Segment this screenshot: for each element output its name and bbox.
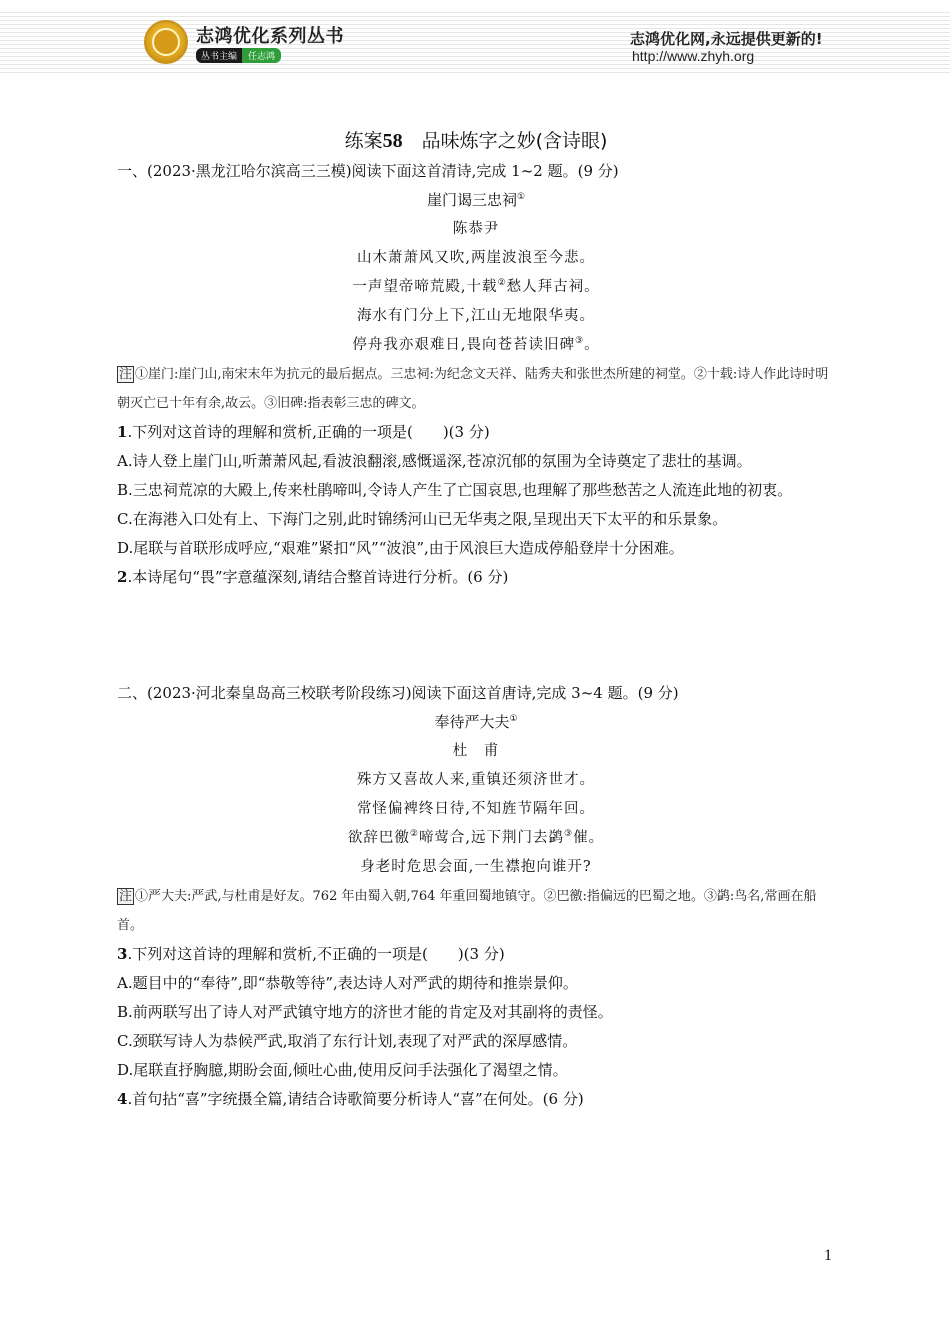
- section2-heading: 二、(2023·河北秦皇岛高三校联考阶段练习)阅读下面这首唐诗,完成 3~4 题。(9 分): [117, 684, 679, 702]
- poem2-line: 身老时危思会面,一生襟抱向谁开?: [360, 859, 592, 875]
- poem2-line: 殊方又喜故人来,重镇还须济世才。: [356, 772, 596, 788]
- page-title: 练案58 品味炼字之妙(含诗眼): [344, 130, 608, 152]
- poem1-line: 一声望帝啼荒殿,十载②愁人拜古祠。: [352, 278, 600, 295]
- q1-option-a: A.诗人登上崖门山,听萧萧风起,看波浪翻滚,感慨遥深,苍凉沉郁的氛围为全诗奠定了悲壮的基调。: [117, 452, 752, 470]
- q3-option-d: D.尾联直抒胸臆,期盼会面,倾吐心曲,使用反问手法强化了渴望之情。: [117, 1061, 568, 1079]
- section1-heading: 一、(2023·黑龙江哈尔滨高三三模)阅读下面这首清诗,完成 1~2 题。(9 分): [117, 162, 619, 180]
- question-2: 2.本诗尾句“畏”字意蕴深刻,请结合整首诗进行分析。(6 分): [117, 568, 509, 586]
- poem1-line: 海水有门分上下,江山无地限华夷。: [356, 308, 596, 324]
- answer-space: [117, 592, 835, 679]
- editor-name: 任志鸿: [242, 48, 281, 63]
- poem2-notes: 注 ①严大夫:严武,与杜甫是好友。762 年由蜀入朝,764 年重回蜀地镇守。②巴徼:指偏远的巴蜀之地。③鹢:鸟名,常画在船首。: [117, 889, 817, 933]
- editor-label: 丛书主编: [196, 48, 242, 63]
- poem2-title: 奉待严大夫①: [434, 713, 518, 731]
- poem1-line: 山木萧萧风又吹,两崖波浪至今悲。: [356, 250, 596, 266]
- page-header: [0, 0, 950, 80]
- page-number: 1: [824, 1247, 832, 1264]
- q3-option-c: C.颈联写诗人为恭候严武,取消了东行计划,表现了对严武的深厚感情。: [117, 1032, 578, 1050]
- question-3: 3.下列对这首诗的理解和赏析,不正确的一项是( )(3 分): [117, 945, 505, 963]
- poem2-author: 杜 甫: [452, 743, 500, 759]
- header-slogan: 志鸿优化网,永远提供更新的!: [630, 30, 823, 48]
- q3-option-b: B.前两联写出了诗人对严武镇守地方的济世才能的肯定及对其副将的责怪。: [117, 1003, 613, 1021]
- header-url[interactable]: http://www.zhyh.org: [632, 48, 755, 64]
- worksheet-content: [117, 125, 835, 1114]
- q1-option-d: D.尾联与首联形成呼应,“艰难”紧扣“风”“波浪”,由于风浪巨大造成停船登岸十分困难。: [117, 539, 684, 557]
- note-label: 注: [119, 889, 133, 904]
- question-1: 1.下列对这首诗的理解和赏析,正确的一项是( )(3 分): [117, 423, 490, 441]
- poem2-line: 常怪偏裨终日待,不知旌节隔年回。: [356, 801, 596, 817]
- q1-option-b: B.三忠祠荒凉的大殿上,传来杜鹃啼叫,令诗人产生了亡国哀思,也理解了那些愁苦之人流连此地的初衷。: [117, 481, 793, 499]
- poem1-line: 停舟我亦艰难日,畏向苍苔读旧碑③。: [352, 336, 600, 353]
- q3-option-a: A.题目中的“奉待”,即“恭敬等待”,表达诗人对严武的期待和推崇景仰。: [117, 974, 578, 992]
- editor-tags: [196, 48, 281, 63]
- brand-title: 志鸿优化系列丛书: [196, 26, 344, 47]
- poem1-title: 崖门谒三忠祠①: [426, 191, 526, 209]
- q1-option-c: C.在海港入口处有上、下海门之别,此时锦绣河山已无华夷之限,呈现出天下太平的和乐景象。: [117, 510, 728, 528]
- question-4: 4.首句拈“喜”字统摄全篇,请结合诗歌简要分析诗人“喜”在何处。(6 分): [117, 1090, 584, 1108]
- note-label: 注: [119, 367, 133, 382]
- poem1-author: 陈恭尹: [452, 221, 500, 237]
- publisher-logo: [144, 20, 188, 64]
- poem1-notes: 注 ①崖门:崖门山,南宋末年为抗元的最后据点。三忠祠:为纪念文天祥、陆秀夫和张世杰所建的祠堂。②十载:诗人作此诗时明朝灭亡已十年有余,故云。③旧碑:指表彰三忠的碑文。: [117, 367, 829, 411]
- poem2-line: 欲辞巴徼②啼莺合,远下荆门去鹢③催。: [347, 829, 605, 846]
